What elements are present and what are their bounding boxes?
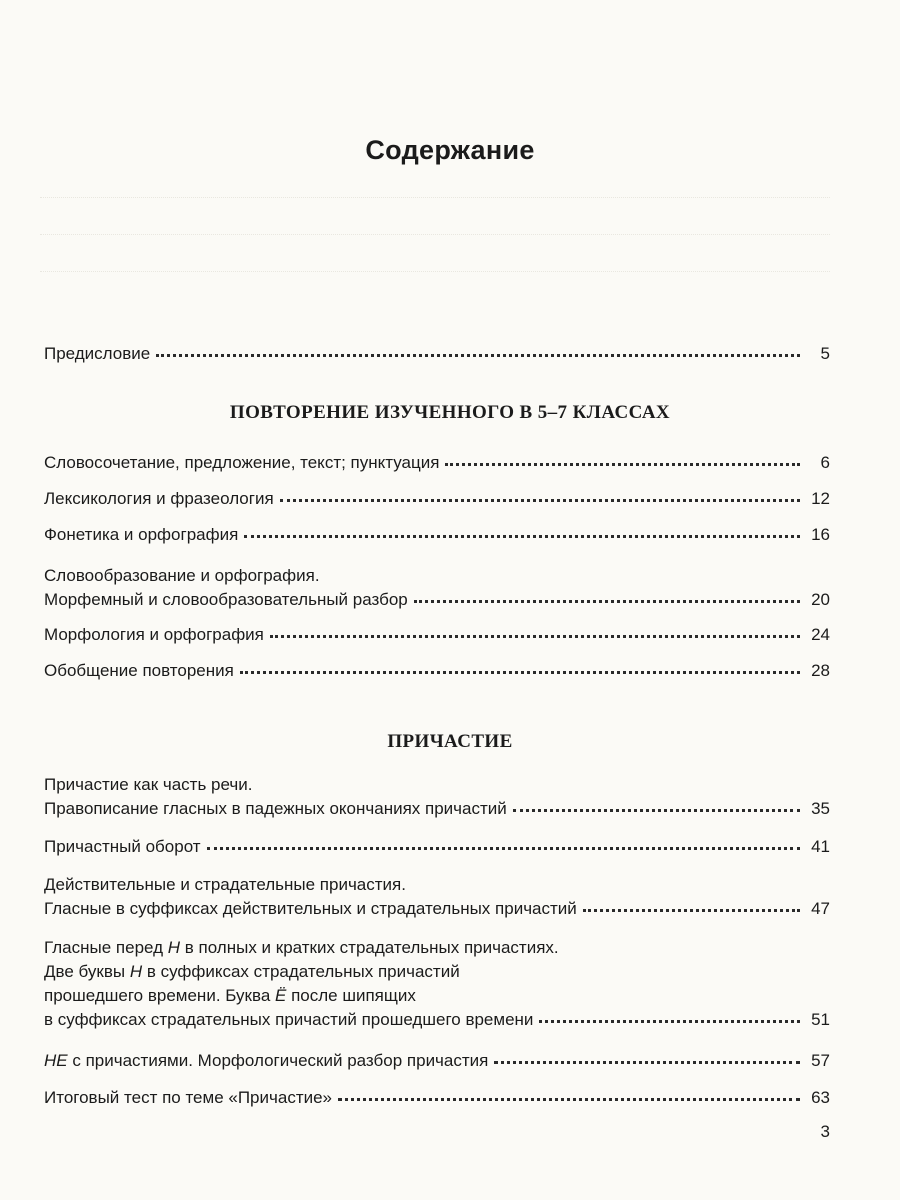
toc-page-number: 12: [811, 489, 830, 508]
toc-entry-title: Гласные в суффиксах действительных и страдательных причастий: [44, 899, 577, 918]
toc-entry-title: Правописание гласных в падежных окончаниях причастий: [44, 799, 507, 818]
leader-dots: [513, 803, 800, 812]
toc-entry-line: Причастие как часть речи.: [44, 775, 253, 794]
toc-entry-syntax[interactable]: [44, 451, 830, 475]
section-heading-review: ПОВТОРЕНИЕ ИЗУЧЕННОГО В 5–7 КЛАССАХ: [229, 402, 671, 423]
toc-page-number: 63: [811, 1088, 830, 1107]
leader-dots: [244, 529, 800, 538]
toc-entry-title: Морфология и орфография: [44, 625, 264, 644]
toc-entry-title: Итоговый тест по теме «Причастие»: [44, 1088, 333, 1107]
toc-page-number: 16: [811, 525, 830, 544]
toc-entry-participle-intro[interactable]: [44, 773, 830, 821]
leader-dots: [539, 1014, 800, 1023]
toc-entry-title: Обобщение повторения: [44, 661, 234, 680]
page-number-footer: 3: [820, 1122, 830, 1141]
toc-page-number: 51: [811, 1010, 830, 1029]
toc-entry-preface[interactable]: [44, 342, 830, 366]
toc-entry-phonetics[interactable]: [44, 523, 830, 547]
toc-entry-title: Фонетика и орфография: [44, 525, 239, 544]
toc-page-number: 6: [820, 453, 830, 472]
toc-page-number: 41: [811, 837, 830, 856]
toc-page-number: 24: [811, 625, 830, 644]
leader-dots: [270, 629, 800, 638]
leader-dots: [414, 594, 800, 603]
toc-entry-title: Словосочетание, предложение, текст; пунктуация: [44, 453, 440, 472]
section-heading-participle: ПРИЧАСТИЕ: [387, 731, 513, 752]
toc-page-number: 5: [820, 344, 830, 363]
toc-entry-final-test[interactable]: [44, 1086, 830, 1110]
toc-page-number: 47: [811, 899, 830, 918]
toc-entry-ne-participles[interactable]: [44, 1049, 830, 1073]
leader-dots: [494, 1055, 800, 1064]
toc-page-number: 28: [811, 661, 830, 680]
leader-dots: [583, 903, 800, 912]
toc-entry-title: в суффиксах страдательных причастий прошедшего времени: [44, 1010, 534, 1029]
page-title: Содержание: [365, 135, 535, 165]
toc-page-number: 57: [811, 1051, 830, 1070]
toc-entry-line: Словообразование и орфография.: [44, 566, 320, 585]
leader-dots: [338, 1092, 800, 1101]
toc-entry-line: Действительные и страдательные причастия.: [44, 875, 406, 894]
toc-entry-title: НЕ с причастиями. Морфологический разбор причастия: [44, 1051, 489, 1070]
leader-dots: [445, 457, 800, 466]
leader-dots: [280, 493, 800, 502]
toc-entry-title: Предисловие: [44, 344, 151, 363]
leader-dots: [156, 348, 800, 357]
toc-entry-line: Гласные перед Н в полных и кратких страдательных причастиях.: [44, 938, 559, 957]
toc-entry-n-nn[interactable]: [44, 936, 830, 1032]
toc-entry-title: Причастный оборот: [44, 837, 201, 856]
bleed-through-text: [40, 175, 830, 305]
toc-entry-review-summary[interactable]: [44, 659, 830, 683]
leader-dots: [240, 665, 800, 674]
toc-page-number: 35: [811, 799, 830, 818]
toc-entry-lexicology[interactable]: [44, 487, 830, 511]
toc-entry-morphology[interactable]: [44, 623, 830, 647]
toc-entry-line: прошедшего времени. Буква Ё после шипящих: [44, 986, 416, 1005]
toc-entry-word-formation[interactable]: [44, 564, 830, 612]
toc-page-number: 20: [811, 590, 830, 609]
leader-dots: [207, 841, 800, 850]
toc-entry-title: Морфемный и словообразовательный разбор: [44, 590, 408, 609]
toc-entry-title: Лексикология и фразеология: [44, 489, 274, 508]
toc-entry-participial-phrase[interactable]: [44, 835, 830, 859]
toc-entry-line: Две буквы Н в суффиксах страдательных причастий: [44, 962, 460, 981]
toc-entry-active-passive[interactable]: [44, 873, 830, 921]
